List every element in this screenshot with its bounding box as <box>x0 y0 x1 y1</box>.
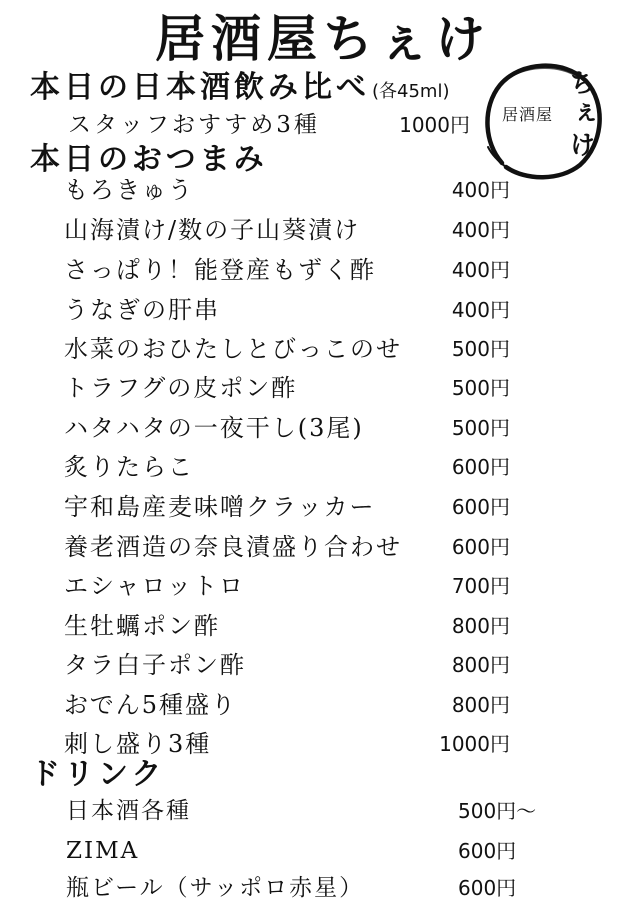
menu-item <box>0 373 640 403</box>
menu-item <box>0 873 640 903</box>
menu-item-name: うなぎの肝串 <box>64 296 220 324</box>
menu-item <box>0 413 640 443</box>
menu-item-price: 500円 <box>451 337 510 361</box>
menu-item <box>0 532 640 562</box>
menu-item-name: エシャロットロ <box>64 572 246 600</box>
menu-item-price: 800円 <box>451 614 510 638</box>
menu-item-name: 日本酒各種 <box>66 798 191 824</box>
menu-item-name: ZIMA <box>66 838 140 864</box>
menu-item-name: スタッフおすすめ3種 <box>68 112 320 138</box>
menu-item-price: 600円 <box>458 839 517 863</box>
menu-item <box>0 729 640 759</box>
menu-item-price: 600円 <box>451 535 510 559</box>
menu-item-price: 600円 <box>451 495 510 519</box>
sake-heading-text: 本日の日本酒飲み比べ <box>30 70 370 105</box>
menu-item-name: 瓶ビール（サッポロ赤星） <box>66 875 365 901</box>
menu-item <box>0 492 640 522</box>
menu-item <box>0 836 640 866</box>
sake-heading <box>30 71 449 105</box>
menu-item-name: タラ白子ポン酢 <box>64 651 246 679</box>
page-title: 居酒屋ちぇけ <box>155 9 491 68</box>
menu-item-name: ハタハタの一夜干し(3尾) <box>64 414 364 442</box>
menu-item <box>0 796 640 826</box>
drinks-heading: ドリンク <box>30 757 166 792</box>
menu-item-price: 400円 <box>451 218 510 242</box>
menu-item-name: 生牡蠣ポン酢 <box>64 612 220 640</box>
menu-item <box>0 611 640 641</box>
menu-item <box>0 452 640 482</box>
sake-note: (各45ml) <box>372 81 450 102</box>
logo-small-text: 居酒屋 <box>502 105 554 124</box>
menu-item-price: 400円 <box>451 298 510 322</box>
menu-item-price: 500円 <box>451 416 510 440</box>
menu-item-price: 1000円 <box>399 113 470 137</box>
menu-item <box>0 690 640 720</box>
menu-item-name: トラフグの皮ポン酢 <box>64 374 298 402</box>
menu-item-price: 800円 <box>451 693 510 717</box>
menu-item-price: 800円 <box>451 653 510 677</box>
otsumami-heading: 本日のおつまみ <box>30 142 268 177</box>
menu-item-name: 刺し盛り3種 <box>64 730 212 758</box>
menu-item-price: 500円～ <box>458 799 537 823</box>
menu-item-name: 山海漬け/数の子山葵漬け <box>64 216 361 244</box>
menu-item-name: 宇和島産麦味噌クラッカー <box>64 493 376 521</box>
menu-item-price: 400円 <box>451 178 510 202</box>
menu-item <box>0 110 640 140</box>
menu-item-price: 1000円 <box>439 732 510 756</box>
menu-item <box>0 571 640 601</box>
menu-item-price: 700円 <box>451 574 510 598</box>
menu-item-name: 養老酒造の奈良漬盛り合わせ <box>64 533 402 561</box>
menu-item <box>0 295 640 325</box>
menu-item-price: 600円 <box>451 455 510 479</box>
menu-item <box>0 650 640 680</box>
menu-item-price: 500円 <box>451 376 510 400</box>
menu-item-name: おでん5種盛り <box>64 691 238 719</box>
menu-item-name: 炙りたらこ <box>64 453 194 481</box>
menu-item-price: 600円 <box>458 876 517 900</box>
menu-item-name: もろきゅう <box>64 176 194 204</box>
menu-item <box>0 215 640 245</box>
menu-item-price: 400円 <box>451 258 510 282</box>
menu-item-name: 水菜のおひたしとびっこのせ <box>64 335 402 363</box>
menu-item-name: さっぱり！能登産もずく酢 <box>64 256 376 284</box>
menu-item <box>0 334 640 364</box>
menu-item <box>0 175 640 205</box>
logo-vertical-text: ちぇけ <box>565 69 595 162</box>
menu-item <box>0 255 640 285</box>
